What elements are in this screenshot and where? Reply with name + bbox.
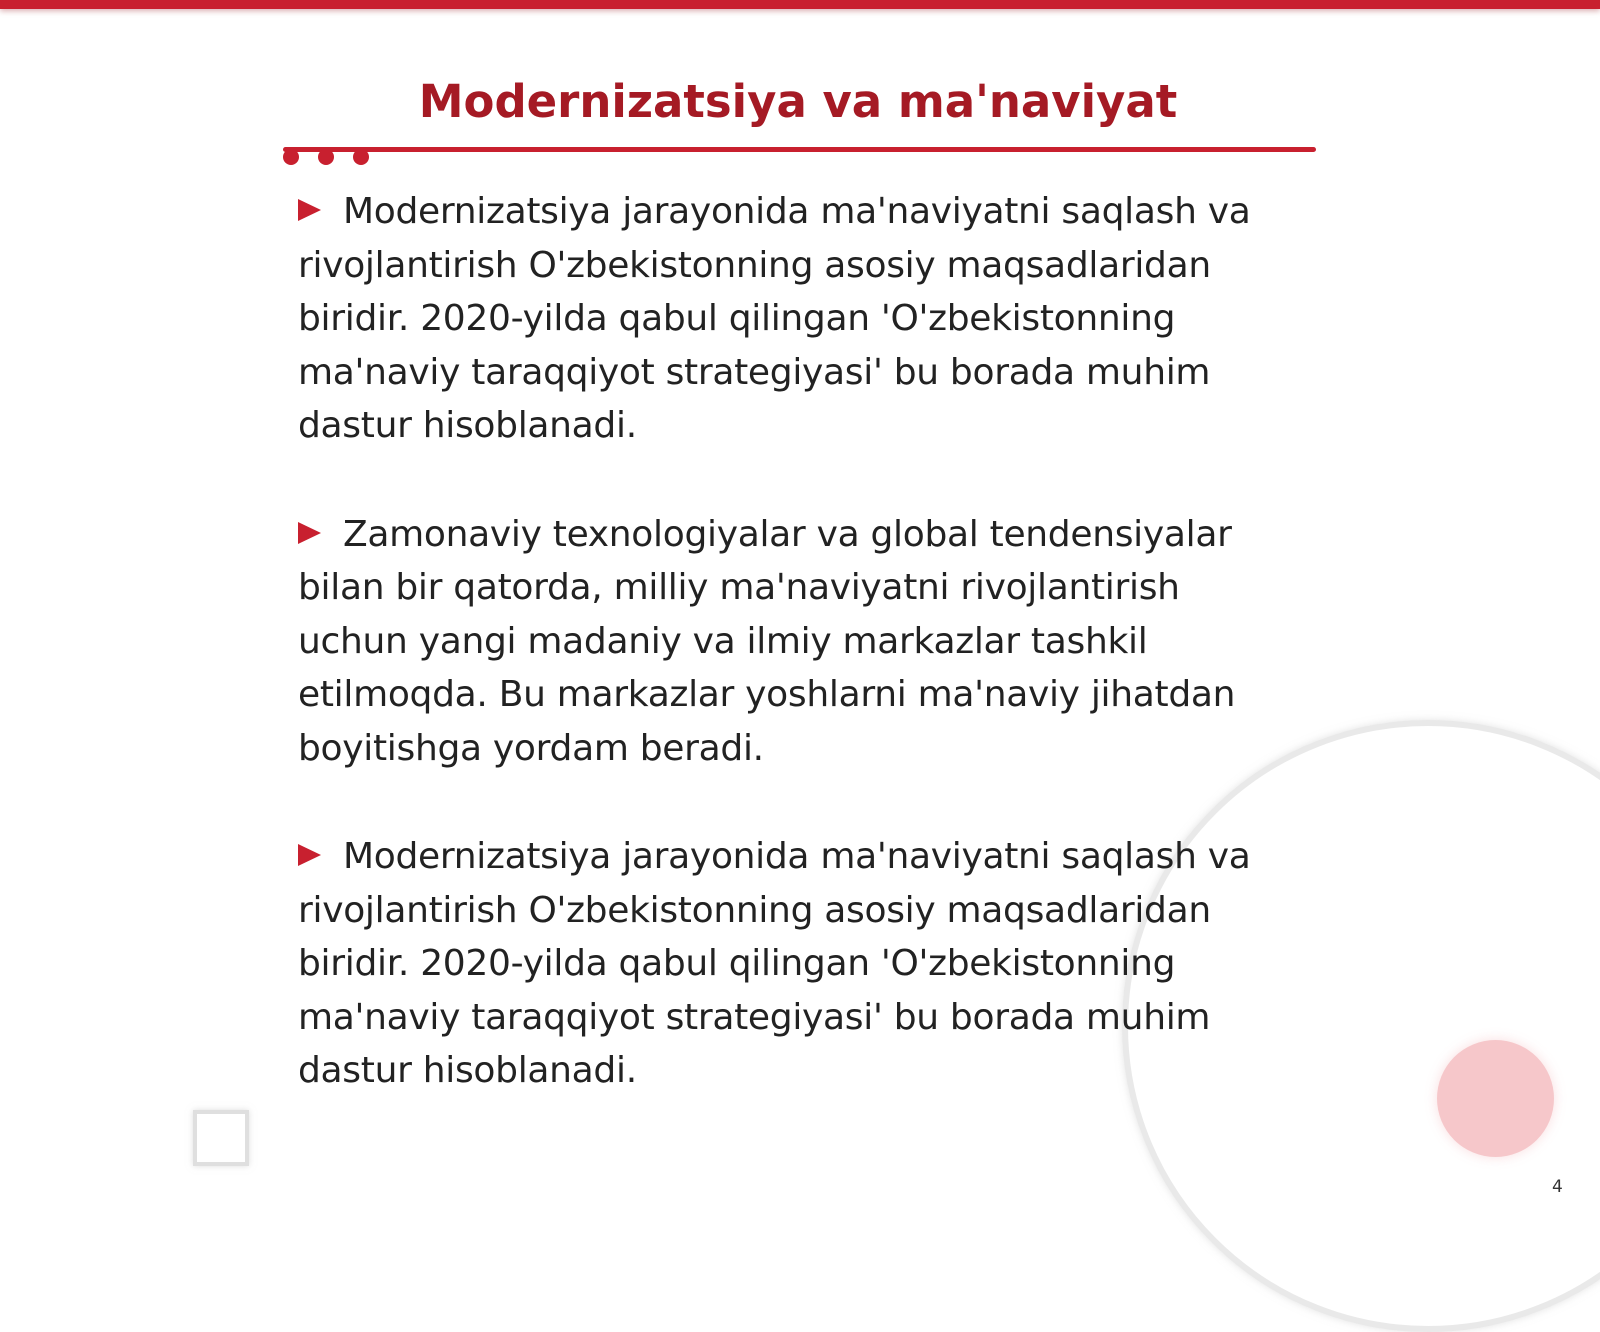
decorative-dot-1: [283, 149, 299, 165]
triangle-right-icon: [298, 844, 321, 866]
bullet-item: [298, 185, 1278, 453]
page-number: 4: [1552, 1177, 1563, 1197]
bullet-item: [298, 508, 1278, 776]
bullet-item: [298, 830, 1278, 1098]
triangle-right-icon: [298, 199, 321, 221]
decorative-pink-circle: [1437, 1040, 1554, 1157]
decorative-dot-2: [318, 149, 334, 165]
slide-content: [298, 185, 1278, 1153]
slide-title: Modernizatsiya va ma'naviyat: [418, 75, 1178, 128]
decorative-square: [193, 1110, 249, 1166]
bullet-text: Zamonaviy texnologiyalar va global tendensiyalar bilan bir qatorda, milliy ma'naviyatni rivojlantirish uchun yangi madaniy va ilmiy markazlar tashkil etilmoqda. Bu markazlar yoshlarni ma'naviy jihatdan boyitishga yordam beradi.: [298, 513, 1236, 769]
bullet-text: Modernizatsiya jarayonida ma'naviyatni saqlash va rivojlantirish O'zbekistonning asosiy maqsadlaridan biridir. 2020-yilda qabul qilingan 'O'zbekistonning ma'naviy taraqqiyot strategiyasi' bu borada muhim dastur hisoblanadi.: [298, 836, 1251, 1091]
decorative-dot-3: [353, 149, 369, 165]
top-accent-bar: [0, 0, 1600, 9]
triangle-right-icon: [298, 522, 321, 544]
title-underline: [283, 147, 1316, 152]
bullet-text: Modernizatsiya jarayonida ma'naviyatni saqlash va rivojlantirish O'zbekistonning asosiy maqsadlaridan biridir. 2020-yilda qabul qilingan 'O'zbekistonning ma'naviy taraqqiyot strategiyasi' bu borada muhim dastur hisoblanadi.: [298, 191, 1251, 446]
